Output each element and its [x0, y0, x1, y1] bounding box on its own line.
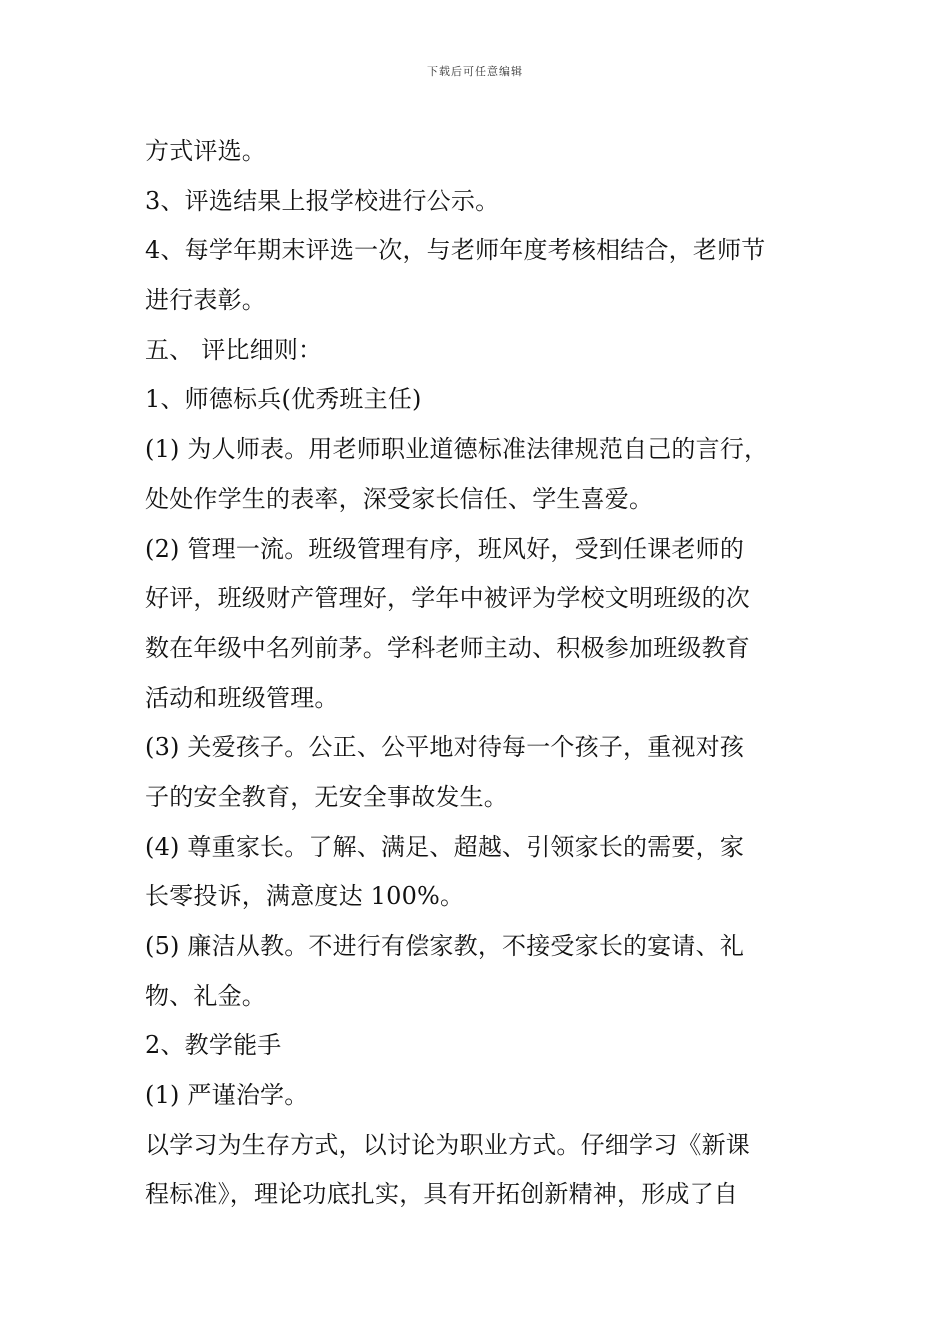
text-line: 方式评选。	[145, 137, 266, 165]
text-line: 好评，班级财产管理好，学年中被评为学校文明班级的次	[145, 584, 750, 613]
text-line: 活动和班级管理。	[145, 683, 339, 712]
text-line: 物、礼金。	[145, 981, 266, 1010]
text-line: (4) 尊重家长。了解、满足、超越、引领家长的需要，家	[145, 832, 745, 861]
text-line: (5) 廉洁从教。不进行有偿家教，不接受家长的宴请、礼	[145, 932, 745, 960]
text-line: 处处作学生的表率，深受家长信任、学生喜爱。	[145, 484, 654, 513]
text-line: 长零投诉，满意度达 100%。	[145, 882, 465, 911]
text-line: 3、评选结果上报学校进行公示。	[145, 186, 500, 215]
text-line: (3) 关爱孩子。公正、公平地对待每一个孩子，重视对孩	[145, 733, 745, 762]
page-header: 下载后可任意编辑	[427, 65, 523, 78]
document-body	[145, 127, 825, 1220]
subsection-heading: 2、教学能手	[145, 1031, 282, 1060]
section-heading: 五、 评比细则：	[145, 335, 323, 364]
text-line: (1) 严谨治学。	[145, 1081, 309, 1110]
subsection-heading: 1、师德标兵(优秀班主任)	[145, 385, 422, 414]
text-line: 4、每学年期末评选一次，与老师年度考核相结合，老师节	[145, 236, 766, 265]
text-line: (2) 管理一流。班级管理有序，班风好，受到任课老师的	[145, 534, 745, 563]
text-line: 子的安全教育，无安全事故发生。	[145, 782, 508, 811]
text-line: (1) 为人师表。用老师职业道德标准法律规范自己的言行，	[145, 435, 769, 464]
text-line: 进行表彰。	[145, 286, 266, 315]
text-line: 程标准》，理论功底扎实，具有开拓创新精神，形成了自	[145, 1180, 738, 1209]
text-line: 以学习为生存方式，以讨论为职业方式。仔细学习《新课	[145, 1130, 750, 1159]
text-line: 数在年级中名列前茅。学科老师主动、积极参加班级教育	[145, 633, 750, 662]
